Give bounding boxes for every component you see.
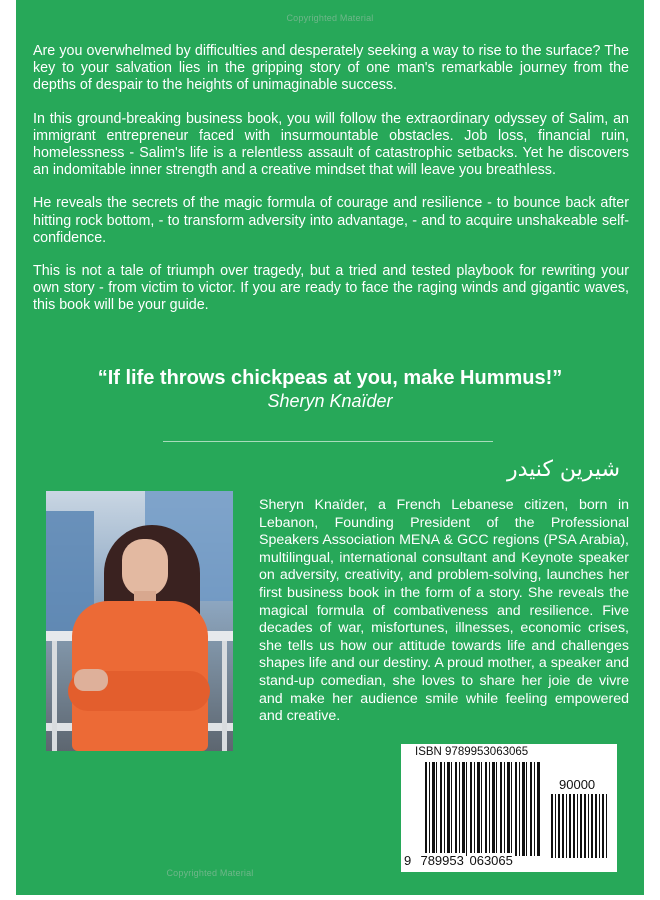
book-back-cover	[16, 0, 644, 895]
barcode-bars	[425, 762, 541, 856]
isbn-label: ISBN 9789953063065	[415, 746, 529, 758]
book-blurb	[33, 43, 629, 331]
pull-quote: “If life throws chickpeas at you, make Hummus!”	[97, 367, 563, 389]
divider-line	[163, 441, 493, 442]
quote-author: Sheryn Knaïder	[267, 391, 393, 411]
isbn-barcode	[401, 744, 617, 872]
blurb-paragraph: This is not a tale of triumph over tragedy, but a tried and tested playbook for rewriting your own story - from victim to victor. If you are ready to face the raging winds and gigantic waves, this book will be your guide.	[33, 263, 629, 314]
isbn-digits: 9 789953 063065	[404, 853, 513, 868]
author-name-arabic: شيرين كنيدر	[507, 457, 620, 482]
blurb-paragraph: In this ground-breaking business book, you will follow the extraordinary odyssey of Salim, an immigrant entrepreneur faced with insurmountable obstacles. Job loss, financial ruin, homelessness - Salim's life is a relentless assault of catastrophic setbacks. Yet he discovers an indomitable inner strength and a creative mindset that will leave you breathless.	[33, 110, 629, 179]
blurb-paragraph: Are you overwhelmed by difficulties and desperately seeking a way to rise to the surface? The key to your salvation lies in the gripping story of one man's remarkable journey from the depths of despair to the heights of unimaginable success.	[33, 43, 629, 94]
price-addon-label: 90000	[559, 777, 596, 792]
author-photo	[46, 491, 233, 751]
author-bio: Sheryn Knaïder, a French Lebanese citizen, born in Lebanon, Founding President of the Professional Speakers Association MENA & GCC regions (PSA Arabia), multilingual, international consultant and Keynote speaker on adversity, creativity, and problem-solving, launches her first business book in the form of a story. She reveals the magical formula of combativeness and resilience. Five decades of war, misfortunes, illnesses, economic crises, she tells us how our attitude towards life and challenges shapes life and our destiny. A proud mother, a speaker and stand-up comedian, she loves to share her joie de vivre and make her audience smile while feeling empowered and creative.	[259, 497, 629, 725]
blurb-paragraph: He reveals the secrets of the magic formula of courage and resilience - to bounce back after hitting rock bottom, - to transform adversity into advantage, - and to acquire unshakeable self-confidence.	[33, 195, 629, 246]
addon-barcode-bars	[551, 794, 607, 858]
copyright-watermark-bottom: Copyrighted Material	[166, 868, 254, 878]
copyright-watermark-top: Copyrighted Material	[286, 13, 374, 23]
